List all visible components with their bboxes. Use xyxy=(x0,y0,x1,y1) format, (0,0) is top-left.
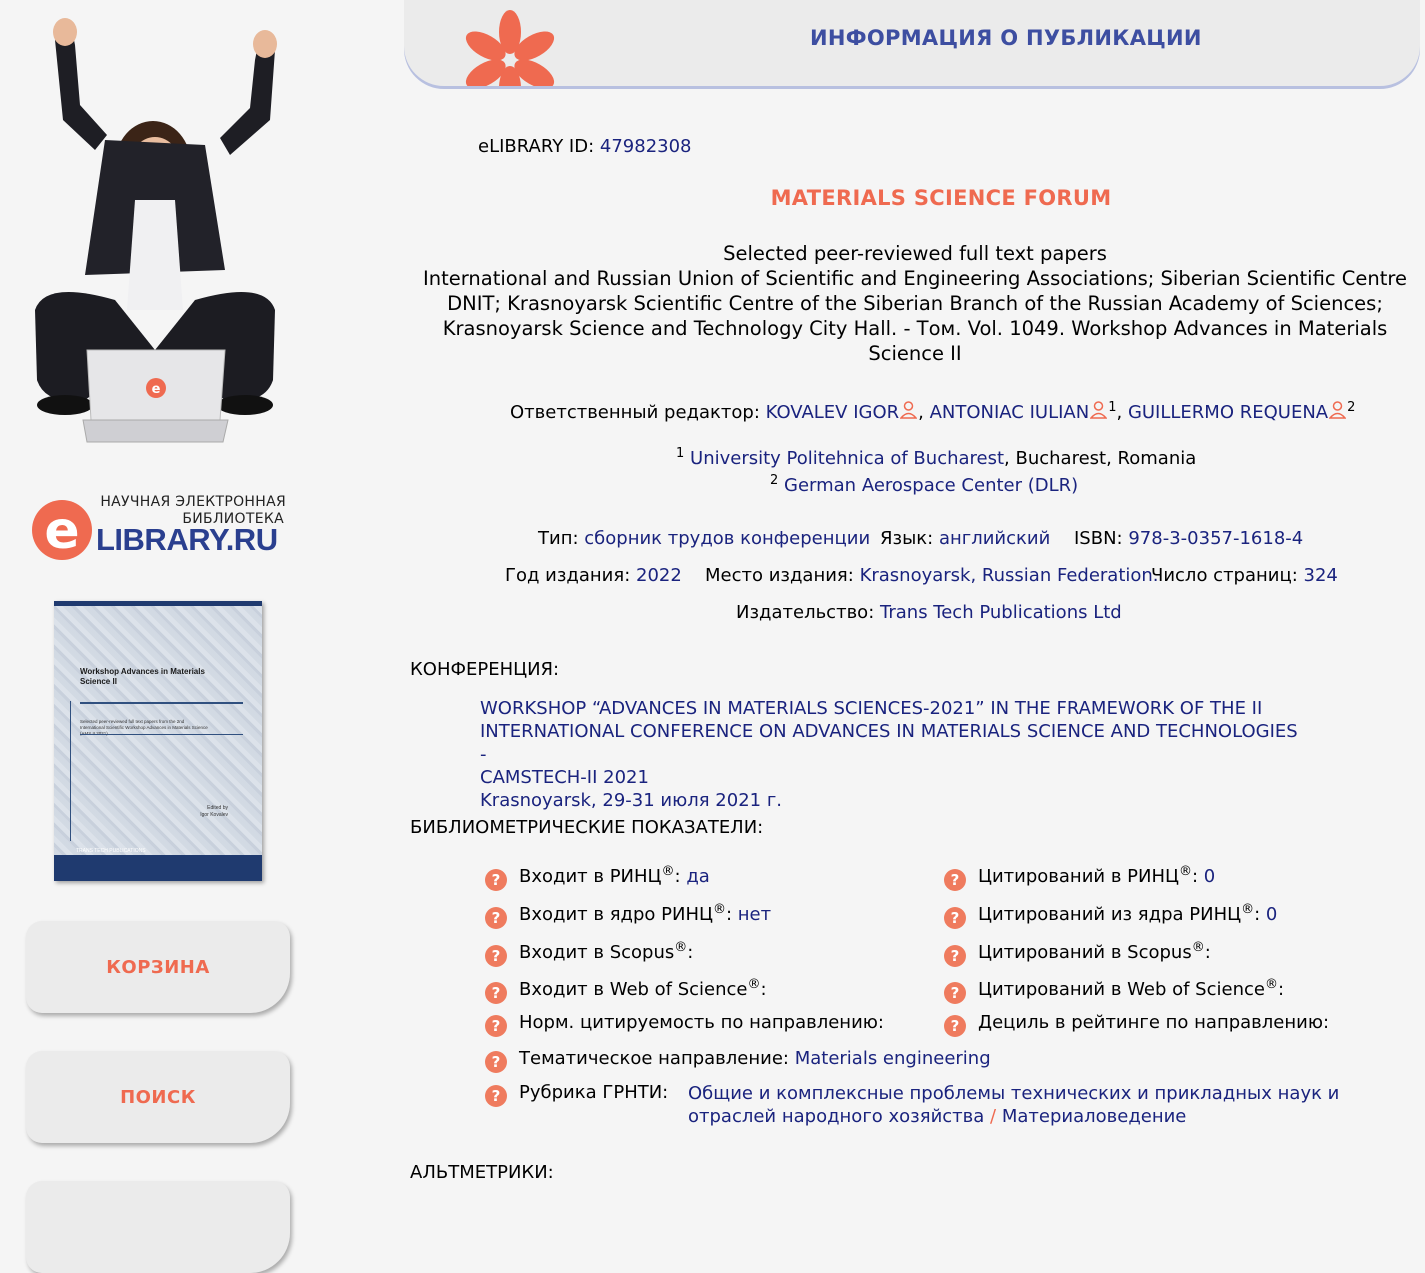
help-icon[interactable]: ? xyxy=(485,945,507,967)
book-cover[interactable] xyxy=(54,601,262,881)
cover-editor: Edited by Igor Kovalev xyxy=(200,805,228,818)
year-field: Год издания: 2022 xyxy=(505,565,682,586)
language-field: Язык: английский xyxy=(880,528,1051,549)
bibliometrics-heading: БИБЛИОМЕТРИЧЕСКИЕ ПОКАЗАТЕЛИ: xyxy=(410,817,764,838)
hero-woman-illustration xyxy=(25,10,285,450)
metric-citations-scopus: ? Цитирований в Scopus®: xyxy=(944,940,1211,967)
svg-text:e: e xyxy=(44,501,80,561)
metric-norm-citation: ? Норм. цитируемость по направлению: xyxy=(485,1012,884,1037)
help-icon[interactable]: ? xyxy=(944,982,966,1004)
editors-row: Ответственный редактор: KOVALEV IGOR , ANTONIAC IULIAN $^1$, GUILLERMO REQUENA $^2$ xyxy=(510,400,1356,423)
metric-wos: ? Входит в Web of Science®: xyxy=(485,977,767,1004)
affiliation-link-1[interactable]: University Politehnica of Bucharest xyxy=(690,448,1005,469)
elibrary-id-value: 47982308 xyxy=(599,136,692,157)
help-icon[interactable]: ? xyxy=(485,982,507,1004)
affiliation-2: $^2$ German Aerospace Center (DLR) xyxy=(770,473,1079,496)
editors-label: Ответственный редактор: xyxy=(510,402,760,423)
affiliation-1: $^1$ University Politehnica of Bucharest, Bucharest, Romania xyxy=(676,446,1197,469)
help-icon[interactable]: ? xyxy=(485,1085,507,1107)
logo-text-line3: LIBRARY.RU xyxy=(96,522,278,557)
author-profile-icon[interactable] xyxy=(1329,401,1346,419)
conference-link[interactable]: WORKSHOP “ADVANCES IN MATERIALS SCIENCES-2021” IN THE FRAMEWORK OF THE II INTERNATIONAL CONFERENCE ON ADVANCES IN MATERIALS SCIENCE AND TECHNOLOGIES - CAMSTECH-II 2021 Krasnoyarsk, 29-31 июля 2021 г. xyxy=(480,698,1298,811)
editor-link-3[interactable]: GUILLERMO REQUENA xyxy=(1127,402,1329,423)
grnti-link-1-cont[interactable]: отраслей народного хозяйства xyxy=(688,1106,985,1127)
metric-grnti: ? Рубрика ГРНТИ: xyxy=(485,1082,668,1107)
logo-e-icon xyxy=(30,492,100,562)
grnti-values: Общие и комплексные проблемы технических и прикладных наук и отраслей народного хозяйства / Материаловедение xyxy=(688,1083,1340,1127)
sidebar xyxy=(0,0,400,1195)
metric-citations-wos: ? Цитирований в Web of Science®: xyxy=(944,977,1284,1004)
grnti-link-1[interactable]: Общие и комплексные проблемы технических и прикладных наук и xyxy=(688,1083,1340,1104)
metric-citations-rinc: ? Цитирований в РИНЦ®: 0 xyxy=(944,864,1215,891)
metric-theme: ? Тематическое направление: Materials engineering xyxy=(485,1048,991,1073)
author-profile-icon[interactable] xyxy=(900,401,917,419)
grnti-link-2[interactable]: Материаловедение xyxy=(1001,1106,1187,1127)
cover-title: Workshop Advances in Materials Science II xyxy=(80,667,205,686)
search-button[interactable]: ПОИСК xyxy=(26,1051,290,1143)
laptop-logo-text: e xyxy=(151,382,161,397)
logo-text-line1: НАУЧНАЯ ЭЛЕКТРОННАЯ xyxy=(100,494,286,510)
conference-heading: КОНФЕРЕНЦИЯ: xyxy=(410,659,560,680)
editor-link-1[interactable]: KOVALEV IGOR xyxy=(765,402,900,423)
help-icon[interactable]: ? xyxy=(485,869,507,891)
page-title: ИНФОРМАЦИЯ О ПУБЛИКАЦИИ xyxy=(810,26,1202,50)
publisher-link[interactable]: Trans Tech Publications Ltd xyxy=(880,602,1122,623)
theme-link[interactable]: Materials engineering xyxy=(794,1048,991,1069)
journal-title[interactable]: MATERIALS SCIENCE FORUM xyxy=(770,186,1112,210)
cart-button[interactable]: КОРЗИНА xyxy=(26,921,290,1013)
main-content xyxy=(400,0,1425,1195)
help-icon[interactable]: ? xyxy=(485,1015,507,1037)
type-field: Тип: сборник трудов конференции xyxy=(538,528,871,549)
help-icon[interactable]: ? xyxy=(944,945,966,967)
elibrary-logo[interactable] xyxy=(30,492,290,562)
altmetrics-heading: АЛЬТМЕТРИКИ: xyxy=(410,1162,554,1183)
place-field: Место издания: Krasnoyarsk, Russian Federation. xyxy=(705,565,1159,586)
editor-link-2[interactable]: ANTONIAC IULIAN xyxy=(929,402,1090,423)
isbn-field: ISBN: 978-3-0357-1618-4 xyxy=(1074,528,1304,549)
author-profile-icon[interactable] xyxy=(1090,401,1107,419)
flower-icon xyxy=(462,0,572,86)
help-icon[interactable]: ? xyxy=(485,1051,507,1073)
elibrary-id: eLIBRARY ID: 47982308 xyxy=(478,136,692,157)
cover-publisher: TRANS TECH PUBLICATIONS xyxy=(76,848,146,854)
metric-rinc: ? Входит в РИНЦ®: да xyxy=(485,864,710,891)
pages-field: Число страниц: 324 xyxy=(1151,565,1338,586)
metric-citations-rinc-core: ? Цитирований из ядра РИНЦ®: 0 xyxy=(944,902,1277,929)
logo-text-line2: БИБЛИОТЕКА xyxy=(182,511,284,527)
metric-scopus: ? Входит в Scopus®: xyxy=(485,940,693,967)
metric-rinc-core: ? Входит в ядро РИНЦ®: нет xyxy=(485,902,771,929)
affiliation-link-2[interactable]: German Aerospace Center (DLR) xyxy=(784,475,1079,496)
cover-subtitle: Selected peer-reviewed full text papers from the 2nd International Scientific Workshop Advances in Materials Science xyxy=(80,719,208,730)
publication-description: Selected peer-reviewed full text papers International and Russian Union of Scientific and Engineering Associations; Siberian Scientific Centre DNIT; Krasnoyarsk Scientific Centre of the Siberian Branch of the Russian Academy of Sciences; Krasnoyarsk Science and Technology City Hall. - Том. Vol. 1049. Workshop Advances in Materials Science II xyxy=(423,242,1407,365)
help-icon[interactable]: ? xyxy=(944,907,966,929)
help-icon[interactable]: ? xyxy=(944,1015,966,1037)
help-icon[interactable]: ? xyxy=(944,869,966,891)
page-header xyxy=(404,0,1420,86)
help-icon[interactable]: ? xyxy=(485,907,507,929)
metric-decile: ? Дециль в рейтинге по направлению: xyxy=(944,1012,1329,1037)
publisher-field: Издательство: Trans Tech Publications Ltd xyxy=(736,602,1122,623)
